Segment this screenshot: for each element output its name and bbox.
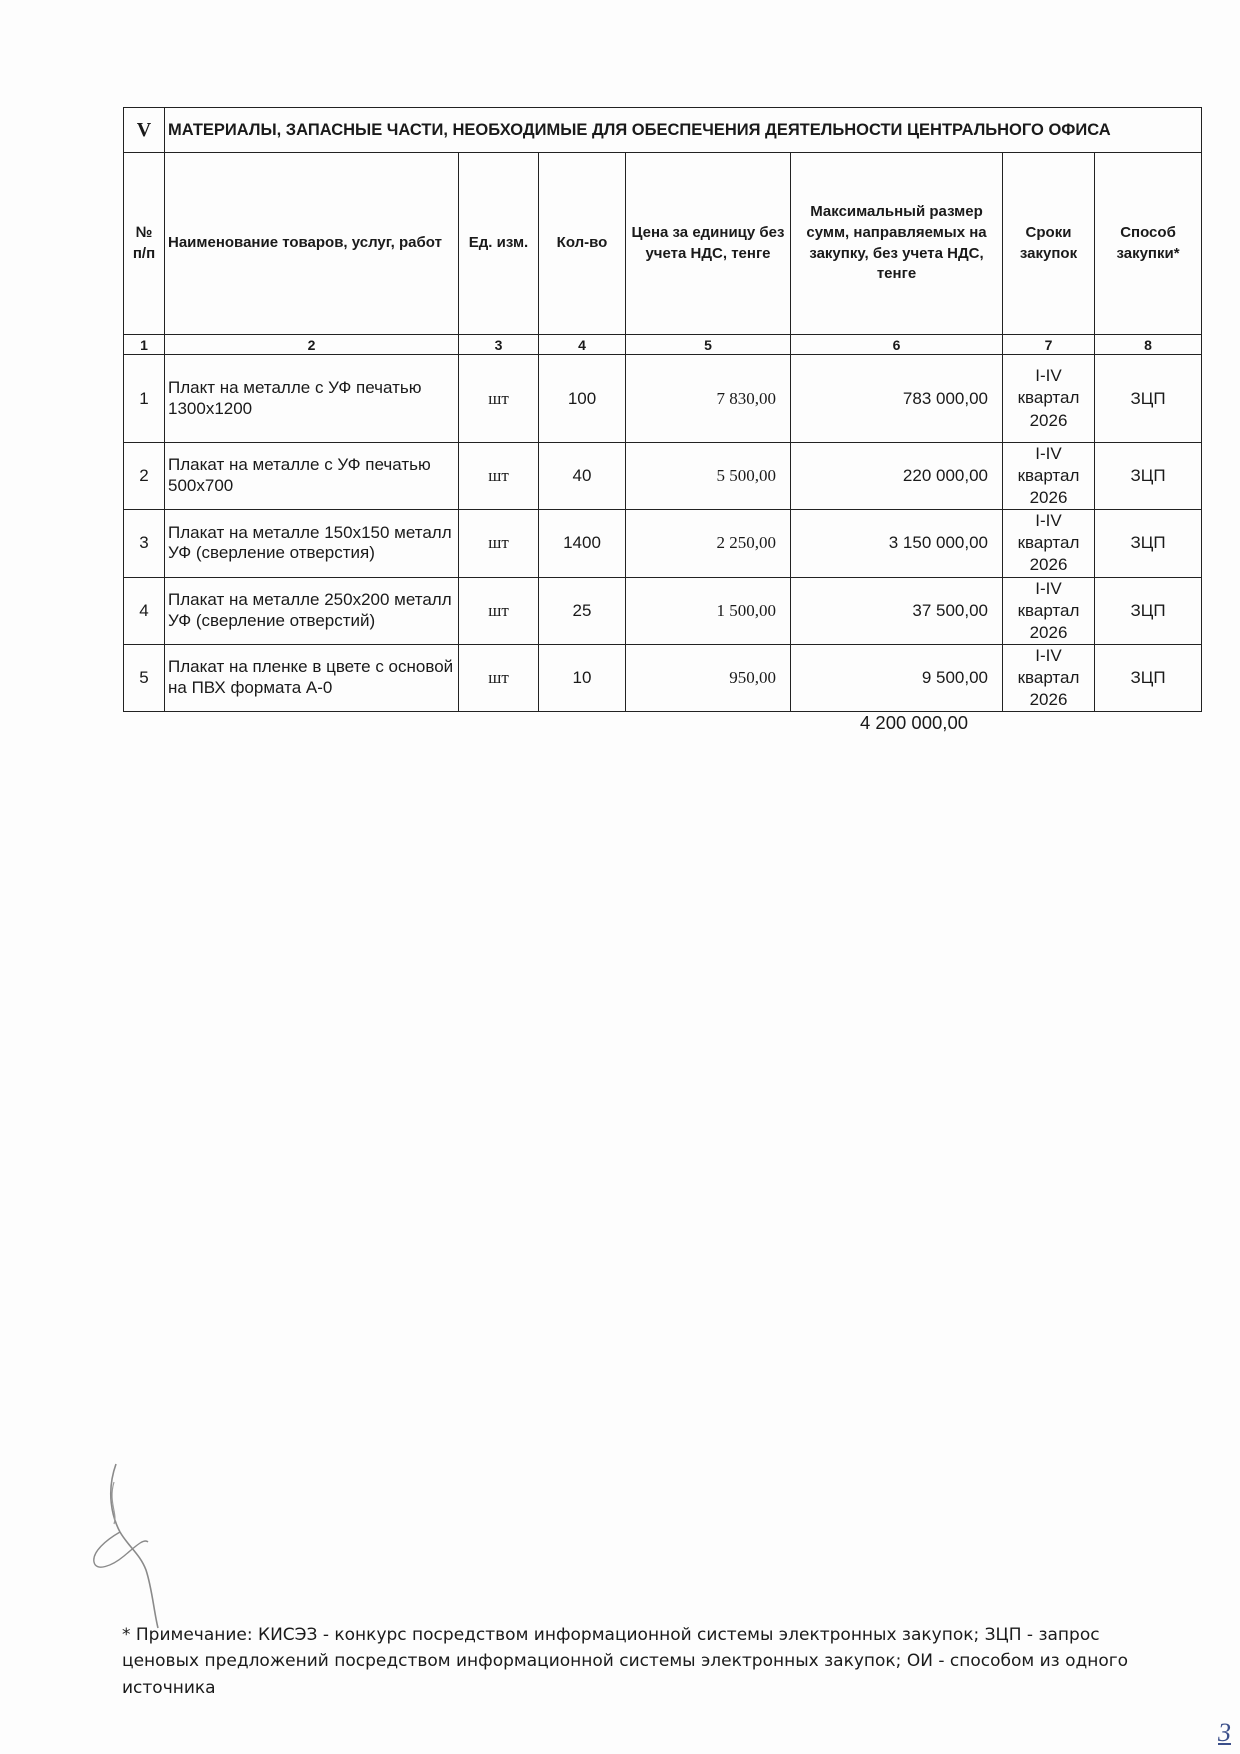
column-number: 6 (791, 335, 1003, 355)
row-method: ЗЦП (1095, 443, 1202, 510)
table-row (124, 355, 1202, 443)
row-price: 950,00 (626, 644, 791, 711)
column-number: 1 (124, 335, 165, 355)
row-qty: 100 (539, 355, 626, 443)
header-term: Сроки закупок (1003, 153, 1095, 335)
column-number: 5 (626, 335, 791, 355)
row-unit: шт (459, 577, 539, 644)
page-number: 3 (1218, 1718, 1231, 1747)
header-price: Цена за единицу без учета НДС, тенге (626, 153, 791, 335)
table-row (124, 443, 1202, 510)
row-price: 5 500,00 (626, 443, 791, 510)
column-number: 3 (459, 335, 539, 355)
total-sum: 4 200 000,00 (860, 712, 969, 733)
row-num: 2 (124, 443, 165, 510)
row-term: I-IV квартал 2026 (1003, 644, 1095, 711)
header-num: № п/п (124, 153, 165, 335)
row-method: ЗЦП (1095, 644, 1202, 711)
row-unit: шт (459, 443, 539, 510)
procurement-table (123, 107, 1202, 712)
row-term: I-IV квартал 2026 (1003, 443, 1095, 510)
row-term: I-IV квартал 2026 (1003, 510, 1095, 577)
signature-mark (88, 1462, 178, 1632)
row-num: 1 (124, 355, 165, 443)
row-name: Плакт на металле с УФ печатью 1300х1200 (165, 355, 459, 443)
table-row (124, 644, 1202, 711)
column-number-row (124, 335, 1202, 355)
header-unit: Ед. изм. (459, 153, 539, 335)
row-price: 7 830,00 (626, 355, 791, 443)
row-unit: шт (459, 510, 539, 577)
footnote: * Примечание: КИСЭЗ - конкурс посредством информационной системы электронных закупок; ЗЦП - запрос ценовых предложений посредством информационной системы электронных закупок; ОИ - способом из одного источника (122, 1625, 1129, 1698)
row-max-sum: 37 500,00 (791, 577, 1003, 644)
column-number: 7 (1003, 335, 1095, 355)
row-price: 2 250,00 (626, 510, 791, 577)
section-number: V (124, 108, 165, 153)
column-number: 2 (165, 335, 459, 355)
row-term: I-IV квартал 2026 (1003, 577, 1095, 644)
row-max-sum: 9 500,00 (791, 644, 1003, 711)
row-unit: шт (459, 644, 539, 711)
row-price: 1 500,00 (626, 577, 791, 644)
header-name: Наименование товаров, услуг, работ (165, 153, 459, 335)
section-title: МАТЕРИАЛЫ, ЗАПАСНЫЕ ЧАСТИ, НЕОБХОДИМЫЕ ДЛЯ ОБЕСПЕЧЕНИЯ ДЕЯТЕЛЬНОСТИ ЦЕНТРАЛЬНОГО ОФИСА (165, 108, 1202, 153)
row-num: 3 (124, 510, 165, 577)
header-method: Способ закупки* (1095, 153, 1202, 335)
row-name: Плакат на пленке в цвете с основой на ПВХ формата А-0 (165, 644, 459, 711)
section-header-row (124, 108, 1202, 153)
row-max-sum: 220 000,00 (791, 443, 1003, 510)
column-header-row (124, 153, 1202, 335)
table-row (124, 577, 1202, 644)
row-num: 5 (124, 644, 165, 711)
header-qty: Кол-во (539, 153, 626, 335)
row-num: 4 (124, 577, 165, 644)
row-qty: 25 (539, 577, 626, 644)
row-qty: 10 (539, 644, 626, 711)
row-name: Плакат на металле с УФ печатью 500х700 (165, 443, 459, 510)
row-qty: 40 (539, 443, 626, 510)
header-max-sum: Максимальный размер сумм, направляемых на закупку, без учета НДС, тенге (791, 153, 1003, 335)
row-qty: 1400 (539, 510, 626, 577)
column-number: 4 (539, 335, 626, 355)
row-term: I-IV квартал 2026 (1003, 355, 1095, 443)
table-row (124, 510, 1202, 577)
row-max-sum: 783 000,00 (791, 355, 1003, 443)
row-method: ЗЦП (1095, 355, 1202, 443)
row-method: ЗЦП (1095, 577, 1202, 644)
row-name: Плакат на металле 150х150 металл УФ (сверление отверстия) (165, 510, 459, 577)
row-max-sum: 3 150 000,00 (791, 510, 1003, 577)
column-number: 8 (1095, 335, 1202, 355)
row-name: Плакат на металле 250х200 металл УФ (сверление отверстий) (165, 577, 459, 644)
row-unit: шт (459, 355, 539, 443)
row-method: ЗЦП (1095, 510, 1202, 577)
